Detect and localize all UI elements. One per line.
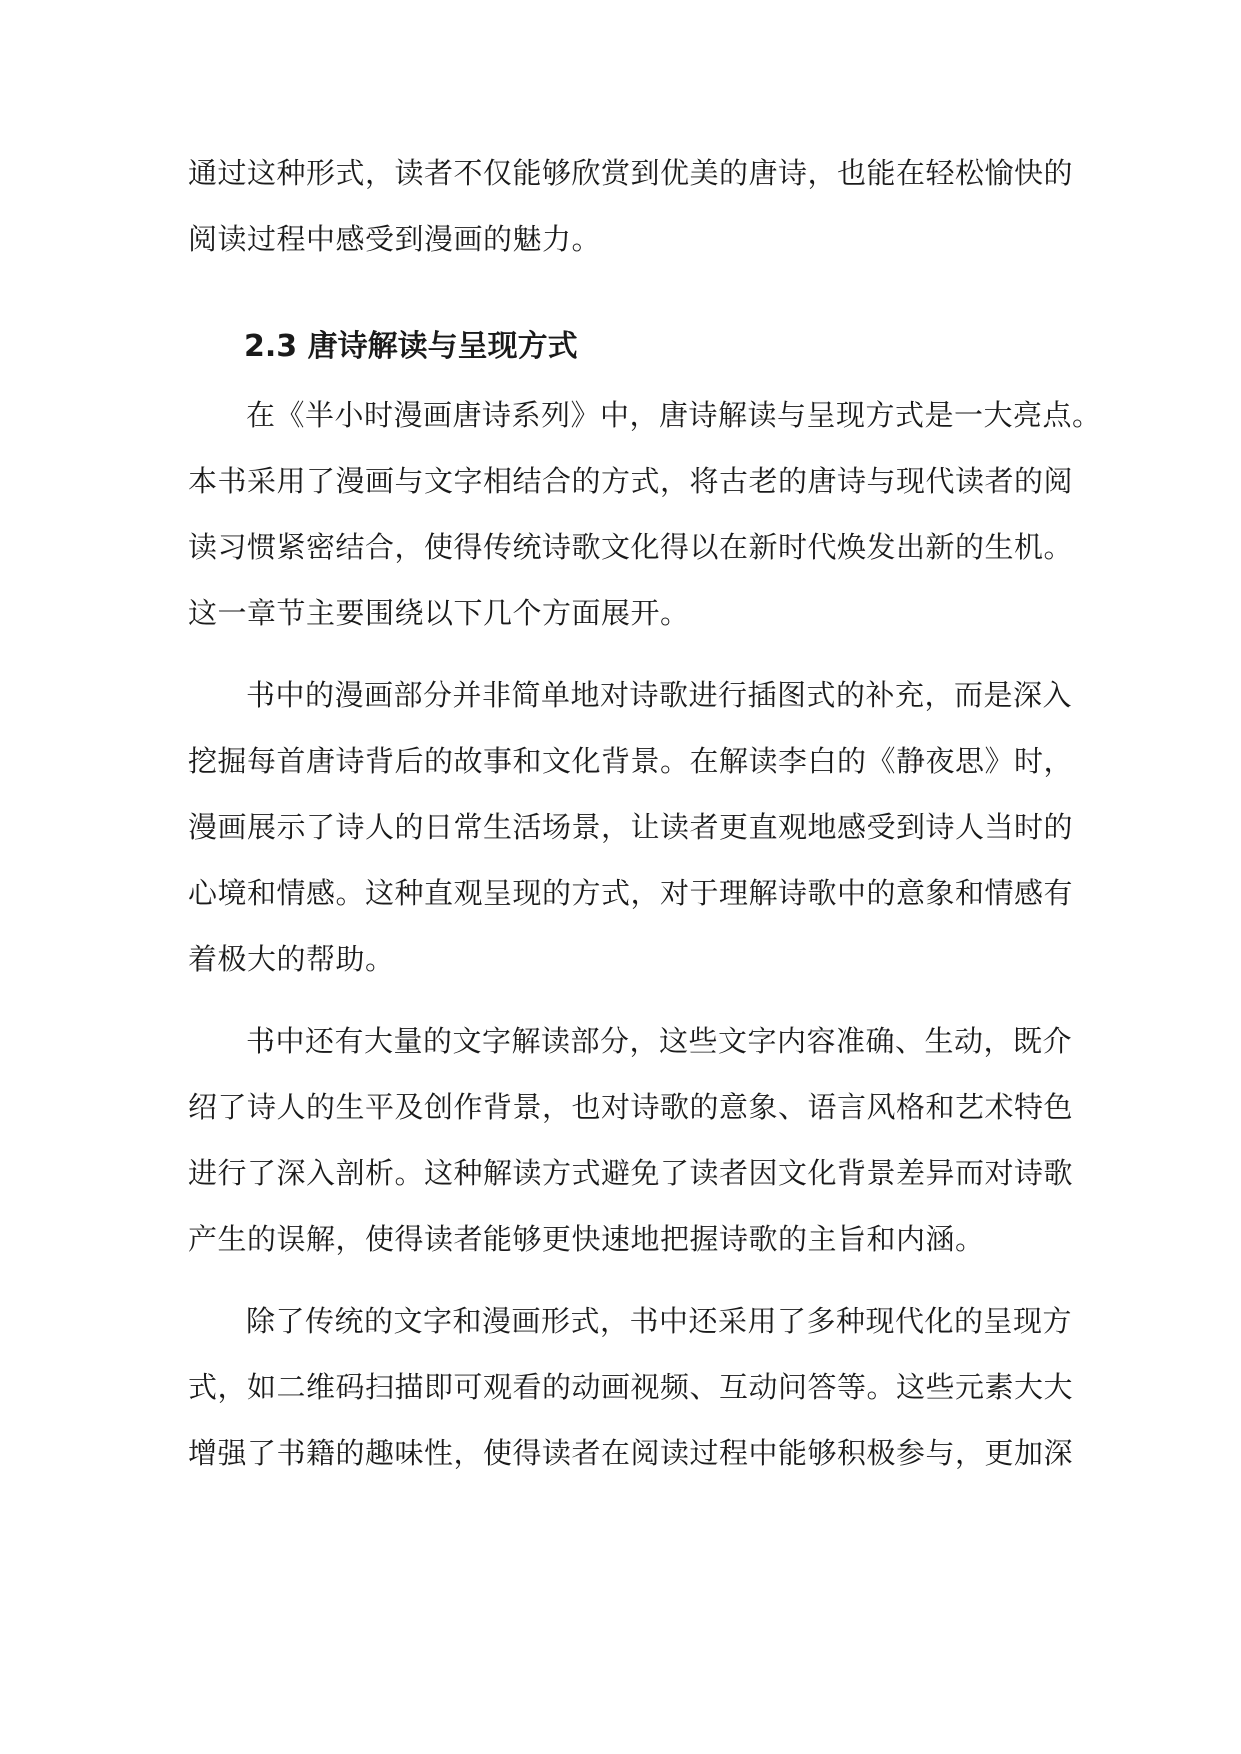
- text-line: 书中还有大量的文字解读部分，这些文字内容准确、生动，既介: [246, 1024, 1073, 1058]
- text-line: 通过这种形式，读者不仅能够欣赏到优美的唐诗，也能在轻松愉快的: [188, 156, 1074, 190]
- text-line: 除了传统的文字和漫画形式，书中还采用了多种现代化的呈现方: [246, 1304, 1073, 1338]
- text-line: 本书采用了漫画与文字相结合的方式，将古老的唐诗与现代读者的阅: [188, 464, 1074, 498]
- text-line: 书中的漫画部分并非简单地对诗歌进行插图式的补充，而是深入: [246, 678, 1073, 712]
- paragraph-2: [188, 662, 1074, 992]
- text-line: 绍了诗人的生平及创作背景，也对诗歌的意象、语言风格和艺术特色: [188, 1090, 1074, 1124]
- text-line: 心境和情感。这种直观呈现的方式，对于理解诗歌中的意象和情感有: [188, 876, 1074, 910]
- text-line: 漫画展示了诗人的日常生活场景，让读者更直观地感受到诗人当时的: [188, 810, 1074, 844]
- text-line: 在《半小时漫画唐诗系列》中，唐诗解读与呈现方式是一大亮点。: [246, 398, 1102, 432]
- text-line: 产生的误解，使得读者能够更快速地把握诗歌的主旨和内涵。: [188, 1222, 985, 1256]
- intro-paragraph: [188, 140, 1074, 272]
- text-line: 读习惯紧密结合，使得传统诗歌文化得以在新时代焕发出新的生机。: [188, 530, 1074, 564]
- paragraph-1: [188, 382, 1102, 646]
- text-line: 这一章节主要围绕以下几个方面展开。: [188, 596, 690, 630]
- document-page: [188, 140, 1102, 1486]
- text-line: 着极大的帮助。: [188, 942, 395, 976]
- section-heading: 2.3 唐诗解读与呈现方式: [244, 329, 578, 364]
- text-line: 增强了书籍的趣味性，使得读者在阅读过程中能够积极参与，更加深: [188, 1436, 1074, 1470]
- paragraph-3: [188, 1008, 1074, 1272]
- text-line: 进行了深入剖析。这种解读方式避免了读者因文化背景差异而对诗歌: [188, 1156, 1074, 1190]
- text-line: 式，如二维码扫描即可观看的动画视频、互动问答等。这些元素大大: [188, 1370, 1074, 1404]
- text-line: 挖掘每首唐诗背后的故事和文化背景。在解读李白的《静夜思》时，: [188, 744, 1074, 778]
- text-line: 阅读过程中感受到漫画的魅力。: [188, 222, 602, 256]
- paragraph-4: [188, 1288, 1074, 1486]
